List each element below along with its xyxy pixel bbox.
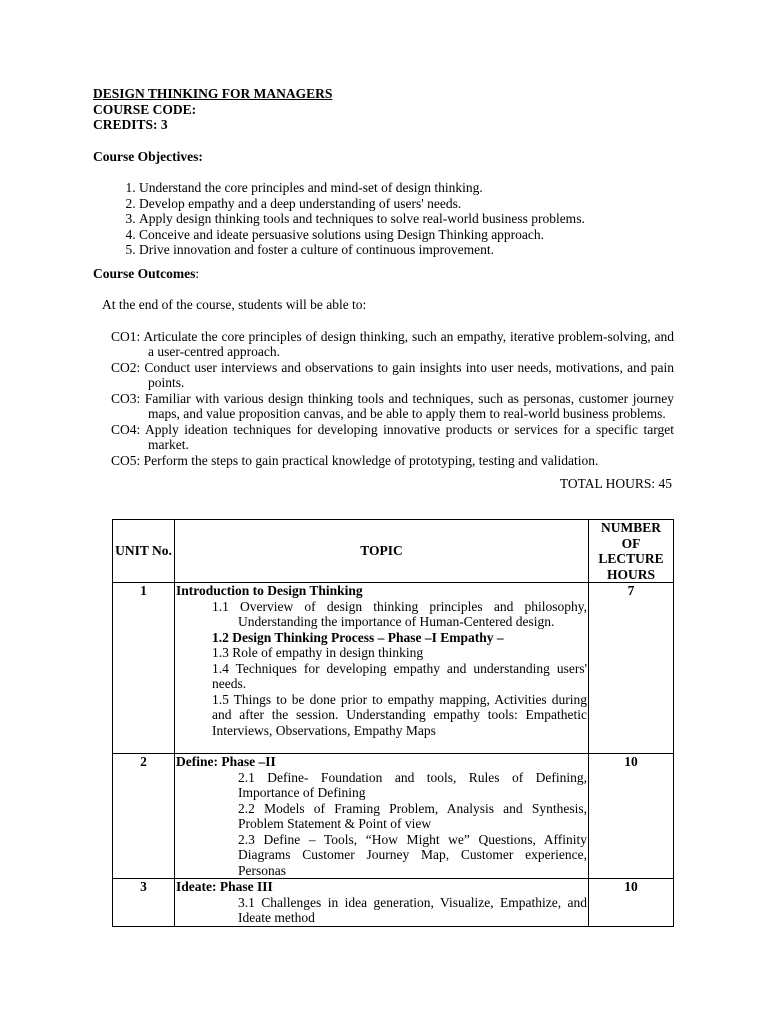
objective-item: 5. Drive innovation and foster a culture of continuous improvement. [139, 242, 674, 258]
objective-item: 4. Conceive and ideate persuasive solutions using Design Thinking approach. [139, 227, 674, 243]
table-row [113, 754, 674, 879]
unit-title: Define: Phase –II [176, 754, 276, 769]
outcome-item: CO3: Familiar with various design thinking tools and techniques, such as personas, customer journey maps, and value proposition canvas, and be able to apply them to real-world business problems. [111, 390, 674, 421]
topic-line: 1.4 Techniques for developing empathy and understanding users' needs. [212, 660, 587, 691]
header-hours: NUMBER OF LECTURE HOURS [589, 520, 674, 583]
topic-cell [175, 583, 589, 754]
lecture-hours: 10 [589, 879, 674, 927]
outcomes-heading-colon: : [195, 265, 200, 281]
lecture-hours: 10 [589, 754, 674, 879]
objective-item: 1. Understand the core principles and mind-set of design thinking. [139, 180, 674, 196]
objectives-list [93, 180, 674, 258]
topic-line: 2.1 Define- Foundation and tools, Rules of Defining, Importance of Defining [238, 769, 587, 800]
topic-line: 1.5 Things to be done prior to empathy mapping, Activities during and after the session. Understanding empathy tools: Empathetic Interviews, Observations, Empathy Maps [212, 691, 587, 738]
total-hours: TOTAL HOURS: 45 [559, 476, 672, 491]
topic-cell [175, 879, 589, 927]
topic-line: 1.2 Design Thinking Process – Phase –I Empathy – [212, 629, 504, 645]
topic-line: 1.3 Role of empathy in design thinking [212, 645, 424, 660]
topic-line: 2.3 Define – Tools, “How Might we” Questions, Affinity Diagrams Customer Journey Map, Customer experience, Personas [238, 831, 587, 878]
outcome-item: CO5: Perform the steps to gain practical knowledge of prototyping, testing and validation. [111, 452, 599, 468]
objective-item: 3. Apply design thinking tools and techniques to solve real-world business problems. [139, 211, 674, 227]
lecture-hours: 7 [589, 583, 674, 754]
outcome-item: CO4: Apply ideation techniques for developing innovative products or services for a specific target market. [111, 421, 674, 452]
syllabus-table [112, 519, 674, 927]
topic-line: 1.1 Overview of design thinking principles and philosophy, Understanding the importance of Human-Centered design. [212, 598, 587, 629]
unit-number: 1 [113, 583, 175, 754]
unit-number: 2 [113, 754, 175, 879]
table-header-row [113, 520, 674, 583]
course-credits: CREDITS: 3 [93, 117, 168, 132]
table-row [113, 583, 674, 754]
outcomes-heading-line [93, 266, 674, 282]
course-code: COURSE CODE: [93, 101, 197, 117]
objective-item: 2. Develop empathy and a deep understanding of users' needs. [139, 196, 674, 212]
header-topic: TOPIC [175, 520, 589, 583]
header-unit: UNIT No. [113, 520, 175, 583]
outcomes-heading: Course Outcomes [93, 265, 196, 281]
outcomes-intro: At the end of the course, students will be able to: [102, 297, 367, 312]
unit-title: Ideate: Phase III [176, 879, 273, 894]
objectives-heading: Course Objectives: [93, 148, 203, 164]
outcomes-list [93, 329, 674, 469]
course-title: DESIGN THINKING FOR MANAGERS [93, 86, 333, 101]
table-row [113, 879, 674, 927]
topic-line: 3.1 Challenges in idea generation, Visualize, Empathize, and Ideate method [238, 894, 587, 925]
unit-number: 3 [113, 879, 175, 927]
document-page [93, 86, 674, 492]
topic-line: 2.2 Models of Framing Problem, Analysis and Synthesis, Problem Statement & Point of view [238, 800, 587, 831]
topic-cell [175, 754, 589, 879]
outcome-item: CO1: Articulate the core principles of design thinking, such an empathy, iterative problem-solving, and a user-centred approach. [111, 328, 674, 359]
unit-title: Introduction to Design Thinking [176, 583, 363, 598]
outcome-item: CO2: Conduct user interviews and observations to gain insights into user needs, motivations, and pain points. [111, 359, 674, 390]
